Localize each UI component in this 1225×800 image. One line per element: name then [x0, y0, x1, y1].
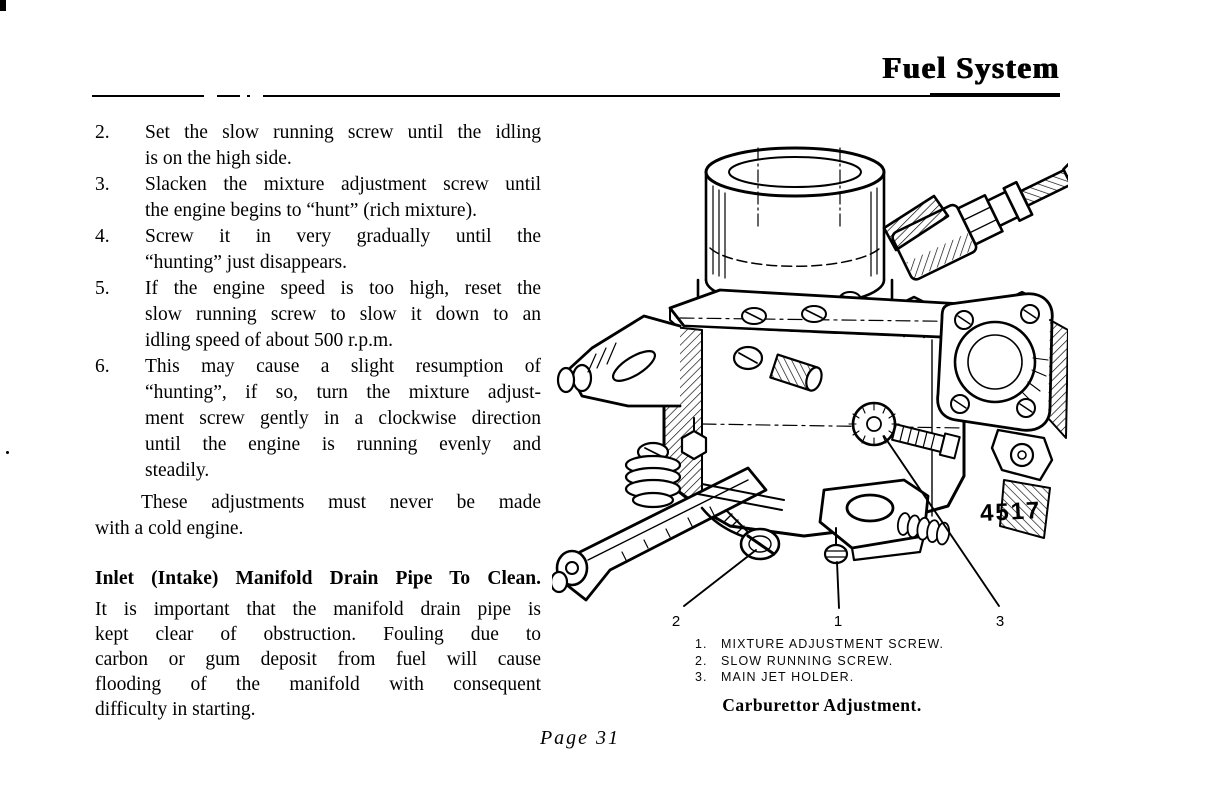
list-item-number: 4. [95, 226, 110, 247]
header-rule-underline [930, 93, 1060, 97]
legend-number: 1. [695, 637, 708, 651]
text-line: Slacken the mixture adjustment screw until [145, 174, 541, 195]
list-item [95, 224, 541, 276]
text-line: Screw it in very gradually until the [145, 226, 541, 247]
list-item-number: 6. [95, 356, 110, 377]
text-line: It is important that the manifold drain pipe is [95, 599, 541, 620]
list-item-number: 2. [95, 122, 110, 143]
text-line: the engine begins to “hunt” (rich mixture). [145, 200, 477, 221]
instruction-list [95, 120, 541, 542]
legend-row [695, 636, 944, 653]
section-heading-action: To Clean. [449, 568, 541, 589]
legend-label: MIXTURE ADJUSTMENT SCREW. [721, 637, 945, 651]
text-line: Set the slow running screw until the idling [145, 122, 541, 143]
list-item [95, 172, 541, 224]
figure-legend [695, 636, 944, 686]
callout-2: 2 [671, 613, 681, 630]
text-line: “hunting” just disappears. [145, 252, 347, 273]
carburettor-illustration [552, 108, 1068, 630]
header-rule-segment [247, 95, 250, 97]
text-line: steadily. [145, 460, 210, 481]
page-number: Page 31 [539, 727, 621, 749]
callout-1: 1 [833, 613, 843, 630]
legend-row [695, 669, 944, 686]
legend-label: MAIN JET HOLDER. [721, 670, 855, 684]
text-line: These adjustments must never be made [141, 492, 541, 513]
legend-number: 2. [695, 653, 708, 668]
figure-caption: Carburettor Adjustment. [722, 695, 922, 715]
legend-number: 3. [695, 670, 708, 684]
text-line: flooding of the manifold with consequent [95, 674, 541, 695]
text-line: “hunting”, if so, turn the mixture adjust- [145, 382, 541, 403]
text-line: carbon or gum deposit from fuel will cause [95, 649, 541, 670]
section-heading-topic: Inlet (Intake) Manifold Drain Pipe [95, 568, 433, 589]
callout-3: 3 [995, 613, 1005, 630]
scan-artifact-speck [6, 451, 9, 454]
text-line: idling speed of about 500 r.p.m. [145, 330, 394, 351]
header-rule-segment [92, 95, 204, 97]
text-line: ment screw gently in a clockwise direction [145, 408, 541, 429]
text-line: kept clear of obstruction. Fouling due to [95, 624, 541, 645]
text-line: slow running screw to slow it down to an [145, 304, 541, 325]
section-heading [95, 566, 541, 591]
list-item-number: 3. [95, 174, 110, 195]
header-rule-segment [217, 95, 240, 97]
manifold-drain-section [95, 566, 541, 722]
page-title: Fuel System [882, 50, 1060, 85]
list-item-number: 5. [95, 278, 110, 299]
figure-number: 4517 [979, 496, 1043, 528]
list-item [95, 120, 541, 172]
list-item [95, 276, 541, 354]
legend-row [695, 653, 944, 670]
scan-artifact-corner [0, 0, 6, 11]
text-line: until the engine is running evenly and [145, 434, 541, 455]
text-line: difficulty in starting. [95, 699, 256, 720]
text-line: This may cause a slight resumption of [145, 356, 541, 377]
closing-paragraph [95, 490, 541, 542]
legend-label: SLOW RUNNING SCREW. [721, 653, 894, 668]
text-line: If the engine speed is too high, reset the [145, 278, 541, 299]
text-line: with a cold engine. [95, 518, 244, 539]
text-line: is on the high side. [145, 148, 292, 169]
list-item [95, 354, 541, 484]
